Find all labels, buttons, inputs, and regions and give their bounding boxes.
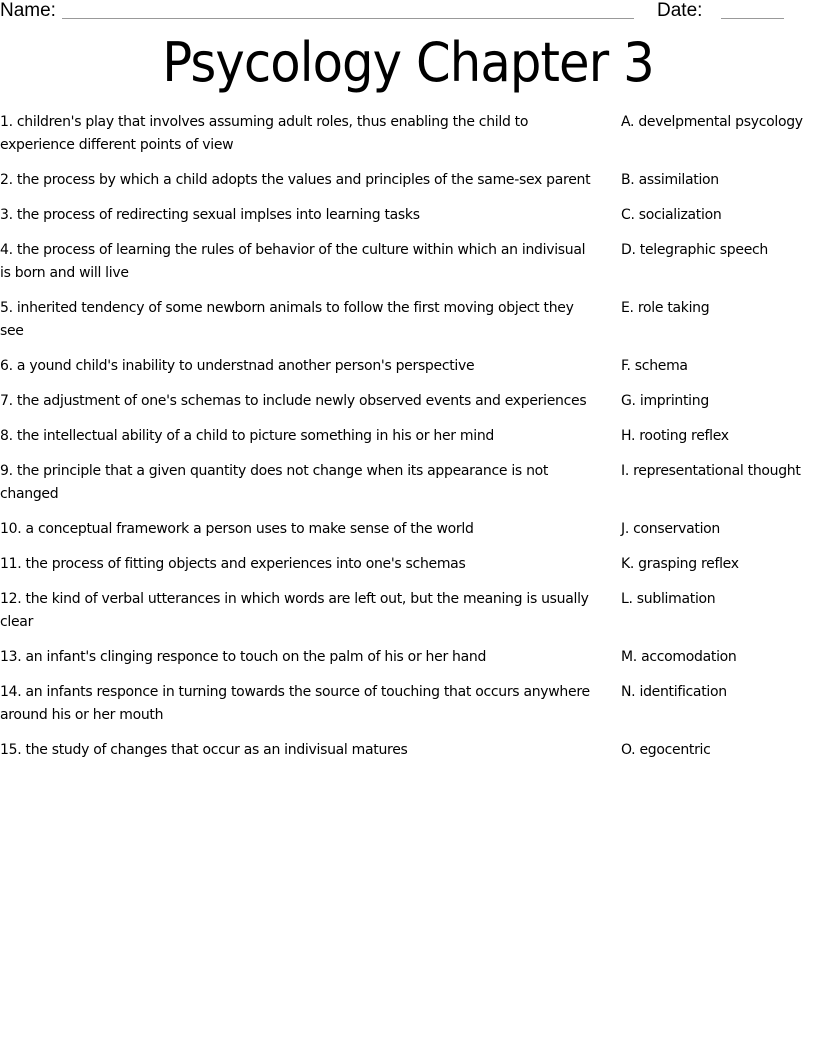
matching-row <box>0 169 816 192</box>
matching-row <box>0 390 816 413</box>
answer-option: C. socialization <box>621 207 722 223</box>
clue-text: 7. the adjustment of one's schemas to include newly observed events and experiences <box>0 393 587 409</box>
matching-row <box>0 425 816 448</box>
answer-option: N. identification <box>621 684 727 700</box>
matching-row <box>0 460 816 506</box>
answer-option: O. egocentric <box>621 742 711 758</box>
clue-text: 2. the process by which a child adopts the values and principles of the same-sex parent <box>0 172 591 188</box>
worksheet-header <box>0 0 816 24</box>
answer-option: A. develpmental psycology <box>621 114 803 130</box>
answer-option: F. schema <box>621 358 688 374</box>
answer-option: J. conservation <box>621 521 721 537</box>
clue-text: 15. the study of changes that occur as an indivisual matures <box>0 742 408 758</box>
clue-text: 3. the process of redirecting sexual implses into learning tasks <box>0 207 420 223</box>
answer-option: H. rooting reflex <box>621 428 729 444</box>
answer-option: K. grasping reflex <box>621 556 739 572</box>
clue-text: 9. the principle that a given quantity does not change when its appearance is not changed <box>0 463 549 502</box>
matching-row <box>0 588 816 634</box>
clue-text: 1. children's play that involves assuming adult roles, thus enabling the child to experience different points of view <box>0 114 529 153</box>
name-blank[interactable] <box>62 18 634 19</box>
matching-row <box>0 111 816 157</box>
clue-text: 11. the process of fitting objects and experiences into one's schemas <box>0 556 466 572</box>
answer-option: M. accomodation <box>621 649 737 665</box>
clue-text: 4. the process of learning the rules of behavior of the culture within which an indivisual is born and will live <box>0 242 586 281</box>
clue-text: 6. a yound child's inability to understnad another person's perspective <box>0 358 475 374</box>
matching-row <box>0 646 816 669</box>
matching-row <box>0 204 816 227</box>
answer-option: L. sublimation <box>621 591 716 607</box>
page-title: Psycology Chapter 3 <box>162 31 654 94</box>
matching-row <box>0 739 816 762</box>
date-blank[interactable] <box>721 18 784 19</box>
answer-option: I. representational thought <box>621 463 801 479</box>
name-label: Name: <box>0 0 56 21</box>
answer-option: E. role taking <box>621 300 710 316</box>
matching-row <box>0 239 816 285</box>
matching-row <box>0 518 816 541</box>
clue-text: 14. an infants responce in turning towards the source of touching that occurs anywhere around his or her mouth <box>0 684 590 723</box>
matching-row <box>0 681 816 727</box>
matching-row <box>0 297 816 343</box>
answer-option: B. assimilation <box>621 172 719 188</box>
clue-text: 5. inherited tendency of some newborn animals to follow the first moving object they see <box>0 300 574 339</box>
matching-list <box>0 111 816 774</box>
date-label: Date: <box>657 0 703 21</box>
matching-row <box>0 355 816 378</box>
clue-text: 10. a conceptual framework a person uses to make sense of the world <box>0 521 474 537</box>
answer-option: D. telegraphic speech <box>621 242 768 258</box>
clue-text: 8. the intellectual ability of a child to picture something in his or her mind <box>0 428 494 444</box>
clue-text: 13. an infant's clinging responce to touch on the palm of his or her hand <box>0 649 487 665</box>
clue-text: 12. the kind of verbal utterances in which words are left out, but the meaning is usually clear <box>0 591 589 630</box>
answer-option: G. imprinting <box>621 393 709 409</box>
matching-row <box>0 553 816 576</box>
